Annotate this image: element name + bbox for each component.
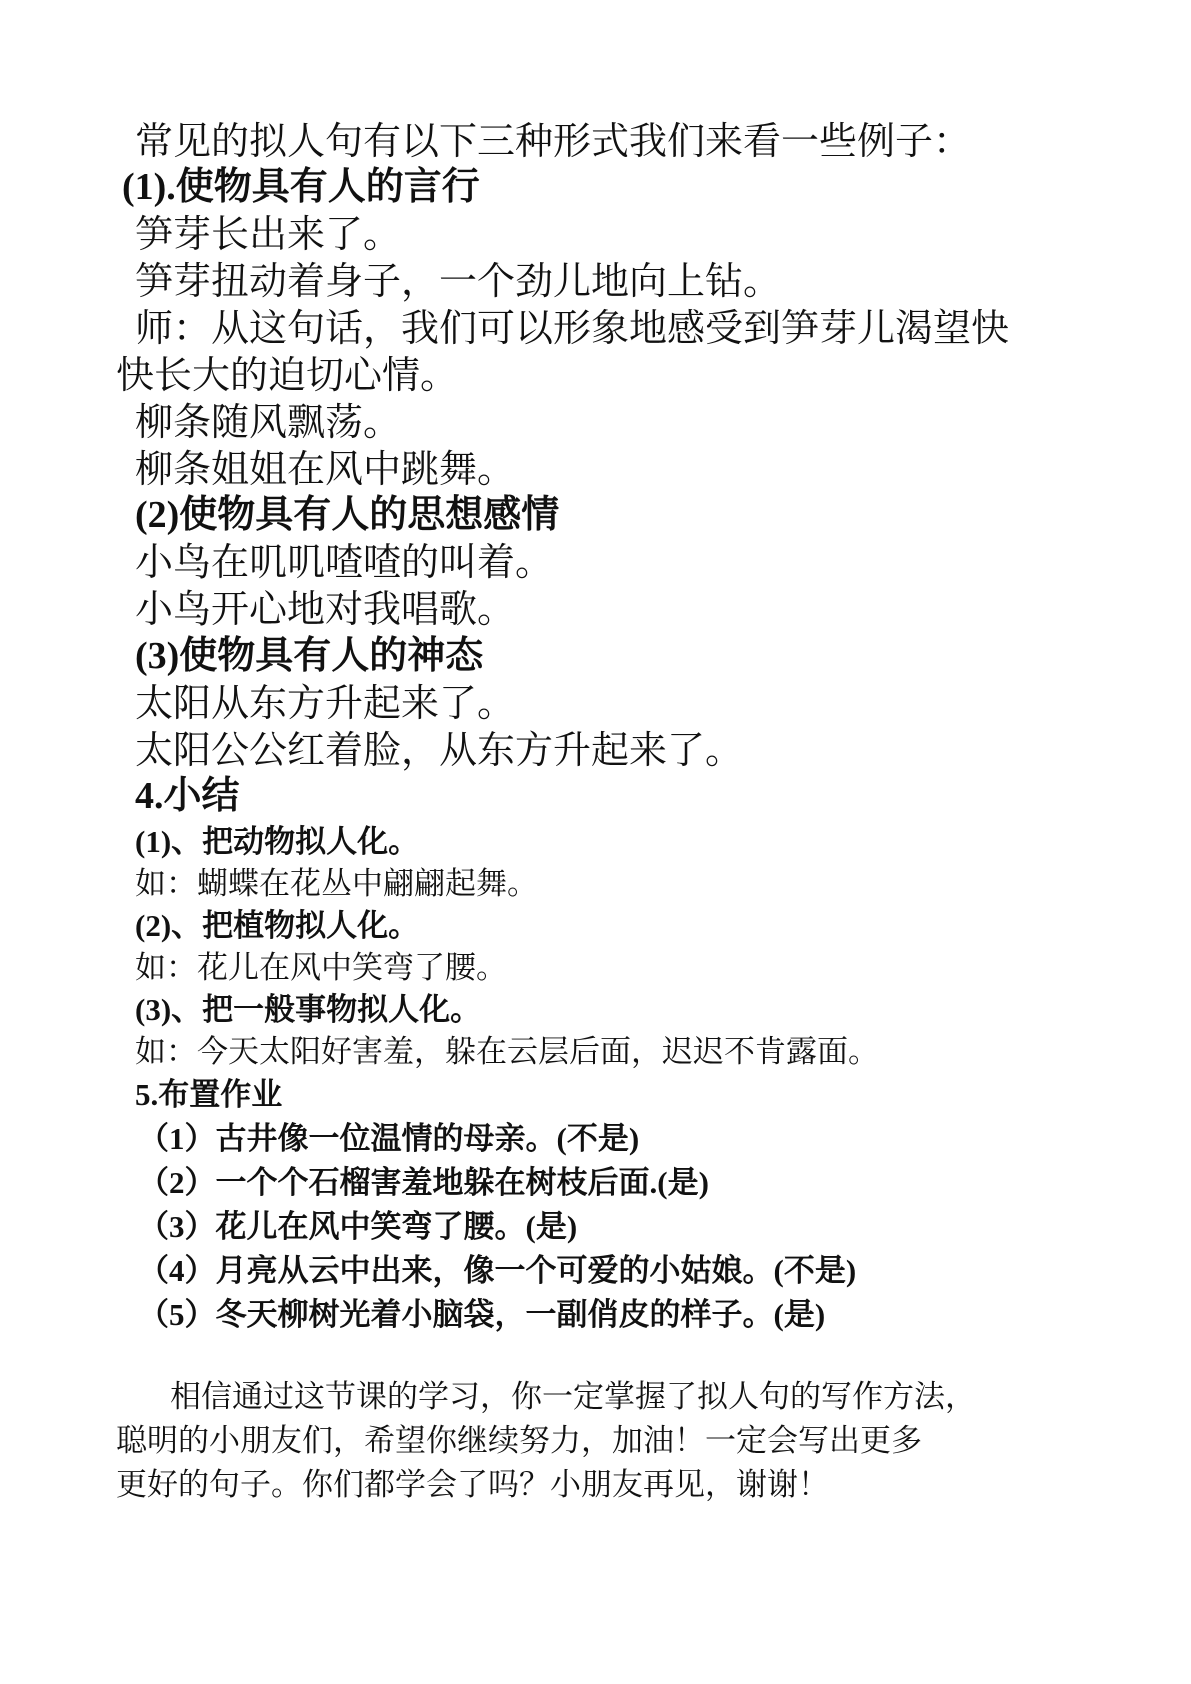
example-line: 太阳从东方升起来了。	[135, 681, 516, 725]
example-line: 笋芽长出来了。	[135, 212, 402, 256]
example-line: 太阳公公红着脸，从东方升起来了。	[135, 728, 744, 772]
homework-item: （3）花儿在风中笑弯了腰。(是)	[138, 1209, 578, 1244]
closing-line-2: 聪明的小朋友们，希望你继续努力，加油！一定会写出更多	[116, 1423, 922, 1459]
closing-line-1: 相信通过这节课的学习，你一定掌握了拟人句的写作方法，	[170, 1379, 976, 1415]
summary-heading: 4.小结	[135, 775, 240, 817]
summary-example: 如：花儿在风中笑弯了腰。	[135, 950, 507, 986]
homework-item: （5）冬天柳树光着小脑袋，一副俏皮的样子。(是)	[138, 1297, 826, 1332]
example-line: 小鸟开心地对我唱歌。	[135, 587, 516, 631]
homework-item: （4）月亮从云中出来，像一个可爱的小姑娘。(不是)	[138, 1253, 857, 1288]
section-heading-2: (2)使物具有人的思想感情	[135, 494, 560, 536]
summary-point: (2)、把植物拟人化。	[135, 908, 420, 943]
teacher-comment-line-2: 快长大的迫切心情。	[116, 353, 459, 397]
summary-example: 如：蝴蝶在花丛中翩翩起舞。	[135, 866, 538, 902]
example-line: 笋芽扭动着身子，一个劲儿地向上钻。	[135, 259, 782, 303]
example-line: 柳条随风飘荡。	[135, 400, 402, 444]
homework-item: （2）一个个石榴害羞地躲在树枝后面.(是)	[138, 1165, 709, 1200]
section-heading-3: (3)使物具有人的神态	[135, 635, 484, 677]
summary-example: 如：今天太阳好害羞，躲在云层后面，迟迟不肯露面。	[135, 1034, 879, 1070]
example-line: 小鸟在叽叽喳喳的叫着。	[135, 540, 554, 584]
example-line: 柳条姐姐在风中跳舞。	[135, 447, 516, 491]
summary-point: (1)、把动物拟人化。	[135, 824, 420, 859]
homework-heading: 5.布置作业	[135, 1077, 283, 1112]
homework-item: （1）古井像一位温情的母亲。(不是)	[138, 1121, 640, 1156]
section-heading-1: (1).使物具有人的言行	[122, 166, 480, 208]
closing-line-3: 更好的句子。你们都学会了吗？小朋友再见，谢谢！	[116, 1467, 829, 1503]
teacher-comment-line-1: 师：从这句话，我们可以形象地感受到笋芽儿渴望快	[135, 306, 1010, 350]
intro-line: 常见的拟人句有以下三种形式我们来看一些例子：	[135, 119, 972, 163]
summary-point: (3)、把一般事物拟人化。	[135, 992, 482, 1027]
